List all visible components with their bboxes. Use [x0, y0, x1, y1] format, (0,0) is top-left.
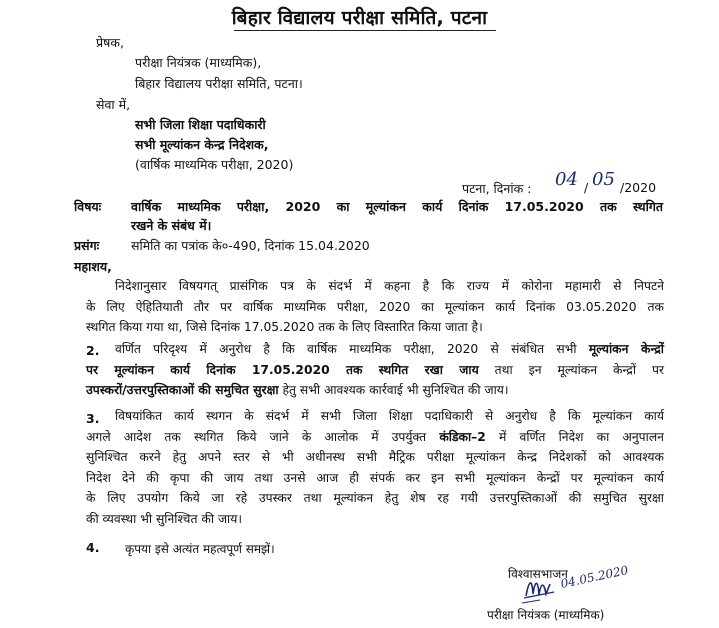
paragraph-3-number: 3. — [86, 411, 100, 426]
recipient-line-2: सभी मूल्यांकन केन्द्र निदेशक, — [135, 137, 269, 152]
paragraph-1 — [86, 276, 664, 338]
date-slash: / — [584, 180, 589, 195]
salutation: महाशय, — [74, 259, 112, 274]
signature-handwritten-date: 04.05.2020 — [559, 563, 630, 591]
paragraph-2-line-2 — [86, 360, 664, 381]
paragraph-2-bold-2: पर मूल्यांकन कार्य दिनांक 17.05.2020 तक स्थगित रखा जाय — [86, 362, 479, 377]
reference-label: प्रसंगः — [74, 238, 100, 253]
paragraph-2-bold-3: उपस्करों/उत्तरपुस्तिकाओं की समुचित सुरक्षा — [86, 383, 279, 397]
paragraph-2-bold-1: मूल्यांकन केन्द्रों — [588, 342, 664, 356]
recipient-label: सेवा में, — [96, 97, 131, 112]
sender-line-2: बिहार विद्यालय परीक्षा समिति, पटना। — [135, 76, 303, 91]
paragraph-4-number: 4. — [86, 540, 100, 555]
date-year: /2020 — [620, 180, 657, 195]
paragraph-2-number: 2. — [86, 343, 100, 358]
paragraph-3-bold-kandika: कंडिका–2 — [439, 429, 486, 444]
title-underline — [234, 30, 496, 31]
paragraph-2-text-1: वर्णित परिदृश्य में अनुरोध है कि वार्षिक माध्यमिक परीक्षा, 2020 से संबंधित सभी — [115, 342, 589, 356]
paragraph-2-line-3 — [86, 380, 664, 401]
paragraph-3 — [86, 406, 664, 529]
paragraph-4-text: कृपया इसे अत्यंत महत्वपूर्ण समझें। — [125, 542, 275, 556]
paragraph-2-line-1 — [86, 339, 664, 360]
subject-line-2: रखने के संबंध में। — [131, 218, 212, 233]
paragraph-1-line-2: के लिए ऐहितियाती तौर पर वार्षिक माध्यमिक परीक्षा, 2020 का मूल्यांकन कार्य दिनांक 03.05.2020 तक — [86, 299, 664, 314]
paragraph-3-line-1: विषयांकित कार्य स्थगन के संदर्भ में सभी जिला शिक्षा पदाधिकारी से अनुरोध है कि मूल्यांकन कार्य — [115, 409, 664, 423]
sender-line-1: परीक्षा नियंत्रक (माध्यमिक), — [135, 55, 262, 70]
subject-label: विषयः — [74, 199, 102, 214]
recipient-line-1: सभी जिला शिक्षा पदाधिकारी — [135, 117, 266, 132]
signature-faithfully: विश्वासभाजन — [508, 567, 568, 581]
sender-label: प्रेषक, — [96, 35, 124, 50]
paragraph-3-text-2c: में वर्णित निदेश का अनुपालन — [485, 429, 664, 444]
paragraph-3-line-3: सुनिश्चित करने हेतु अपने स्तर से भी अधीनस्थ सभी मैट्रिक परीक्षा मूल्यांकन केन्द्र निदेशकों को आवश्यक — [86, 450, 664, 464]
signature-designation: परीक्षा नियंत्रक (माध्यमिक) — [487, 608, 605, 622]
date-month: 05 — [592, 169, 615, 190]
paragraph-2 — [86, 339, 664, 401]
subject-line-1: वार्षिक माध्यमिक परीक्षा, 2020 का मूल्यांकन कार्य दिनांक 17.05.2020 तक स्थगित — [131, 199, 663, 214]
paragraph-2-text-3: हेतु सभी आवश्यक कार्रवाई भी सुनिश्चित की जाय। — [278, 383, 509, 397]
recipient-line-3: (वार्षिक माध्यमिक परीक्षा, 2020) — [135, 157, 294, 172]
reference-text: समिति का पत्रांक के०-490, दिनांक 15.04.2020 — [131, 238, 370, 253]
paragraph-3-line-2 — [86, 427, 664, 448]
paragraph-1-line-3: स्थगित किया गया था, जिसे दिनांक 17.05.2020 तक के लिए विस्तारित किया जाता है। — [86, 320, 483, 334]
paragraph-3-line-4: निदेश देने की कृपा की जाय तथा उनसे आज ही संपर्क कर इन सभी मूल्यांकन केन्द्रों पर मूल्यांकन कार्य — [86, 470, 664, 485]
paragraph-3-text-2a: अगले आदेश तक स्थगित किये जाने के आलोक में उपर्युक्त — [86, 429, 440, 444]
paragraph-3-line-6: की व्यवस्था भी सुनिश्चित की जाय। — [86, 511, 243, 526]
paragraph-2-text-2: तथा इन मूल्यांकन केन्द्रों पर — [478, 362, 664, 377]
letter-title: बिहार विद्यालय परीक्षा समिति, पटना — [231, 7, 488, 29]
date-day: 04 — [555, 169, 578, 190]
date-prefix: पटना, दिनांक : — [462, 181, 532, 196]
paragraph-1-line-1: निदेशानुसार विषयगत् प्रासंगिक पत्र के संदर्भ में कहना है कि राज्य में कोरोना महामारी से निपटने — [115, 279, 664, 293]
paragraph-3-line-5: के लिए उपयोग किये जा रहे उपस्कर तथा मूल्यांकन हेतु शेष रह गयी उत्तरपुस्तिकाओं की समुचित सुरक्षा — [86, 491, 664, 505]
